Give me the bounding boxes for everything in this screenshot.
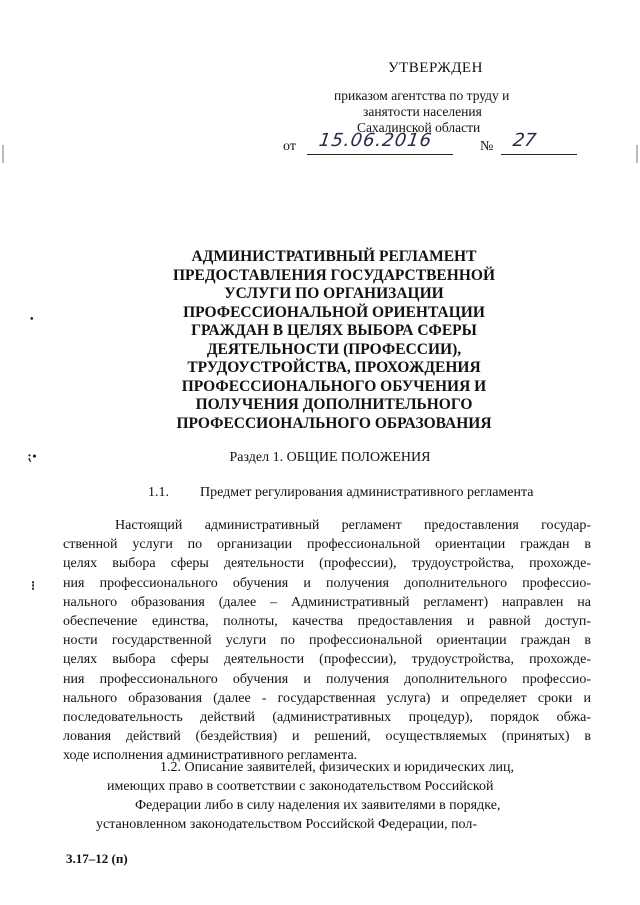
order-signature-row	[283, 130, 583, 157]
section-heading: Раздел 1. ОБЩИЕ ПОЛОЖЕНИЯ	[229, 450, 431, 465]
subsection-1-2-line: Федерации либо в силу наделения их заявителями в порядке,	[135, 798, 501, 813]
paragraph-line: нального образования (далее - государственная услуга) и определяет сроки и	[63, 690, 591, 706]
approval-agency-line: занятости населения	[363, 104, 482, 119]
margin-tick-mark: ⁝	[31, 578, 36, 593]
number-label: №	[480, 139, 494, 154]
title-line: АДМИНИСТРАТИВНЫЙ РЕГЛАМЕНТ	[191, 248, 477, 265]
paragraph-line: лования действий (бездействия) и решений, осуществляемых (принятых) в	[63, 729, 591, 745]
subsection-title: Предмет регулирования административного регламента	[200, 485, 534, 500]
paragraph-line: ходе исполнения административного регламента.	[63, 748, 358, 764]
title-line: ПРЕДОСТАВЛЕНИЯ ГОСУДАРСТВЕННОЙ	[172, 266, 495, 284]
paragraph-line: нального образования (далее – Административный регламент) направлен на	[63, 594, 591, 610]
subsection-number: 1.1.	[148, 485, 169, 500]
paragraph-line: целях выбора сферы деятельности (профессии), трудоустройства, прохожде-	[63, 652, 591, 668]
subsection-1-2-line: установленном законодательством Российской Федерации, пол-	[96, 817, 478, 832]
title-line: ПРОФЕССИОНАЛЬНОГО ОБУЧЕНИЯ И	[181, 377, 487, 395]
handwritten-date: 15.06.2016	[317, 130, 434, 151]
title-line: ГРАЖДАН В ЦЕЛЯХ ВЫБОРА СФЕРЫ	[191, 322, 477, 339]
subsection-1-2-line: имеющих право в соответствии с законодательством Российской	[107, 779, 494, 794]
title-line: ПРОФЕССИОНАЛЬНОГО ОБРАЗОВАНИЯ	[176, 414, 492, 432]
number-field	[501, 130, 577, 155]
paragraph-line: целях выбора сферы деятельности (профессии), трудоустройства, прохожде-	[63, 556, 591, 572]
title-line: УСЛУГИ ПО ОРГАНИЗАЦИИ	[224, 285, 444, 302]
body-paragraph	[63, 516, 591, 766]
approval-order-line: приказом агентства по труду и	[334, 88, 510, 103]
date-field	[307, 130, 453, 155]
paragraph-line: ственной услуги по организации профессиональной ориентации граждан в	[63, 537, 591, 553]
scan-edge-mark	[636, 145, 638, 163]
paragraph-line: ности государственной услуги по профессиональной ориентации граждан в	[63, 633, 591, 649]
title-line: ДЕЯТЕЛЬНОСТИ (ПРОФЕССИИ),	[206, 340, 462, 358]
title-line: ТРУДОУСТРОЙСТВА, ПРОХОЖДЕНИЯ	[187, 359, 481, 376]
paragraph-line: последовательность действий (административных процедур), порядок обжа-	[63, 710, 591, 726]
paragraph-line: обеспечение единства, полноты, качества предоставления и равной доступ-	[63, 614, 591, 630]
title-line: ПОЛУЧЕНИЯ ДОПОЛНИТЕЛЬНОГО	[195, 396, 473, 413]
approved-title: УТВЕРЖДЕН	[388, 60, 483, 76]
paragraph-line: Настоящий административный регламент предоставления государ-	[115, 518, 591, 533]
document-code: 3.17–12 (п)	[66, 851, 128, 866]
subsection-1-2-line: 1.2. Описание заявителей, физических и юридических лиц,	[160, 760, 515, 775]
paragraph-line: ния профессионального обучения и получения дополнительного профессио-	[63, 671, 591, 687]
document-title	[140, 248, 528, 433]
margin-punch-mark: ⁏•	[28, 449, 37, 463]
title-line: ПРОФЕССИОНАЛЬНОЙ ОРИЕНТАЦИИ	[183, 303, 485, 321]
margin-dot-mark: •	[30, 314, 34, 325]
date-label: от	[283, 139, 296, 154]
subsection-heading	[148, 485, 533, 501]
paragraph-line: ния профессионального обучения и получения дополнительного профессио-	[63, 575, 591, 591]
approval-region-line: Сахалинской области	[357, 120, 481, 135]
handwritten-number: 27	[511, 130, 538, 151]
scan-edge-mark	[2, 145, 4, 163]
